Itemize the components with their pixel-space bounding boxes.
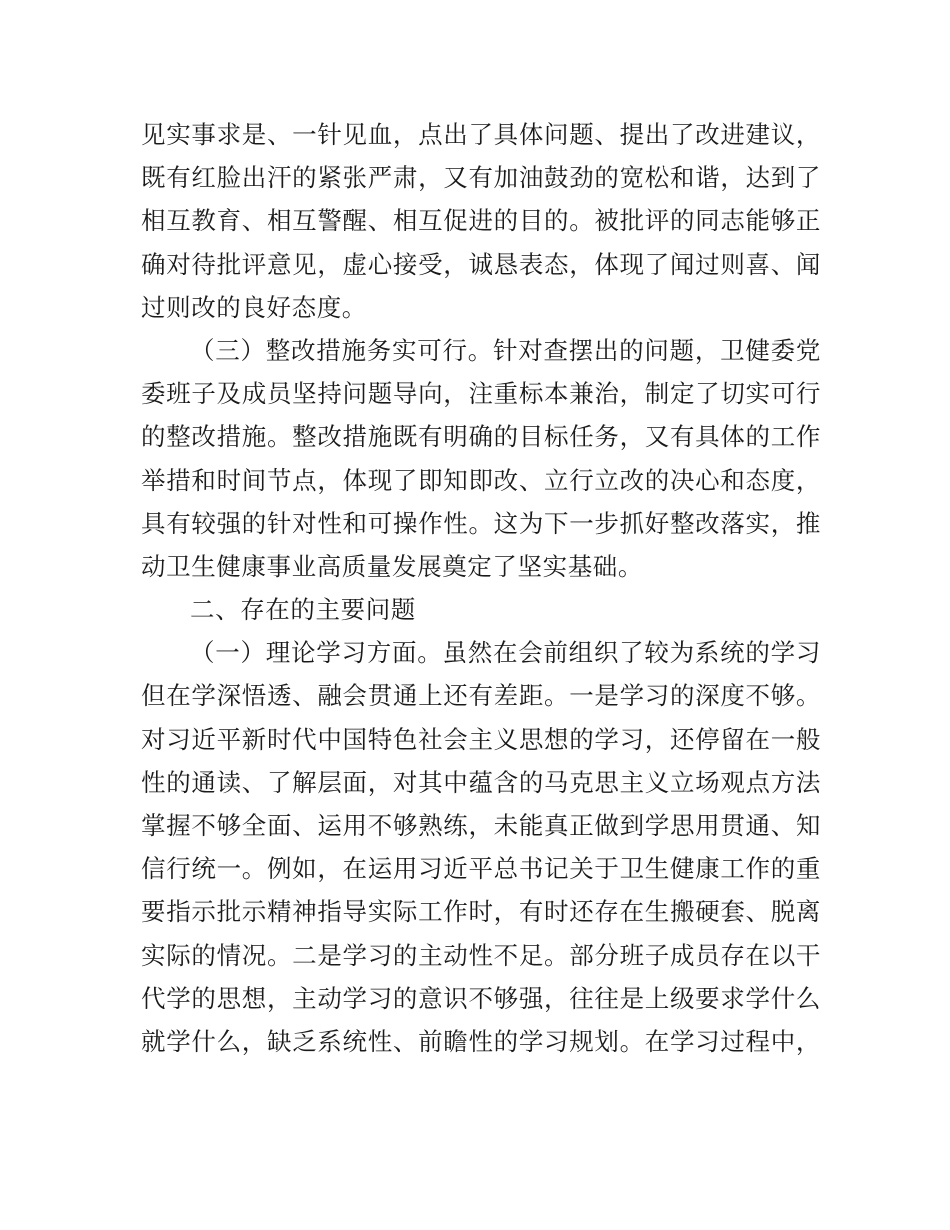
text-line: 见实事求是、一针见血，点出了具体问题、提出了改进建议，	[141, 120, 821, 149]
text-line: 要指示批示精神指导实际工作时，有时还存在生搬硬套、脱离	[141, 897, 821, 927]
text-line: 过则改的良好态度。	[141, 292, 367, 322]
paragraph-rectification-measures	[141, 329, 821, 588]
text-line: 相互教育、相互警醒、相互促进的目的。被批评的同志能够正	[141, 206, 821, 236]
document-body	[141, 113, 821, 1063]
text-line: 既有红脸出汗的紧张严肃，又有加油鼓劲的宽松和谐，达到了	[141, 163, 821, 193]
section-heading: 二、存在的主要问题	[190, 595, 416, 625]
text-line: 确对待批评意见，虚心接受，诚恳表态，体现了闻过则喜、闻	[141, 249, 821, 279]
text-line: 就学什么，缺乏系统性、前瞻性的学习规划。在学习过程中，	[141, 1026, 821, 1056]
text-line: 动卫生健康事业高质量发展奠定了坚实基础。	[141, 551, 643, 581]
text-line: 的整改措施。整改措施既有明确的目标任务，又有具体的工作	[141, 422, 821, 452]
text-line: 对习近平新时代中国特色社会主义思想的学习，还停留在一般	[141, 724, 821, 754]
text-line: 但在学深悟透、融会贯通上还有差距。一是学习的深度不够。	[141, 681, 821, 711]
text-line: 掌握不够全面、运用不够熟练，未能真正做到学思用贯通、知	[141, 811, 821, 840]
text-line: 代学的思想，主动学习的意识不够强，往往是上级要求学什么	[141, 983, 821, 1013]
text-line: 委班子及成员坚持问题导向，注重标本兼治，制定了切实可行	[141, 379, 821, 409]
text-line: 具有较强的针对性和可操作性。这为下一步抓好整改落实，推	[141, 508, 821, 538]
text-line: （一）理论学习方面。虽然在会前组织了较为系统的学习	[190, 638, 821, 668]
text-line: 信行统一。例如，在运用习近平总书记关于卫生健康工作的重	[141, 854, 821, 884]
text-line: 性的通读、了解层面，对其中蕴含的马克思主义立场观点方法	[141, 767, 821, 797]
text-line: 实际的情况。二是学习的主动性不足。部分班子成员存在以干	[141, 940, 821, 970]
text-line: 举措和时间节点，体现了即知即改、立行立改的决心和态度，	[141, 465, 821, 495]
paragraph-theory-study	[141, 631, 821, 1063]
paragraph-review-outcome	[141, 113, 821, 329]
section-heading-main-problems	[141, 588, 821, 631]
text-line: （三）整改措施务实可行。针对查摆出的问题，卫健委党	[190, 335, 821, 365]
